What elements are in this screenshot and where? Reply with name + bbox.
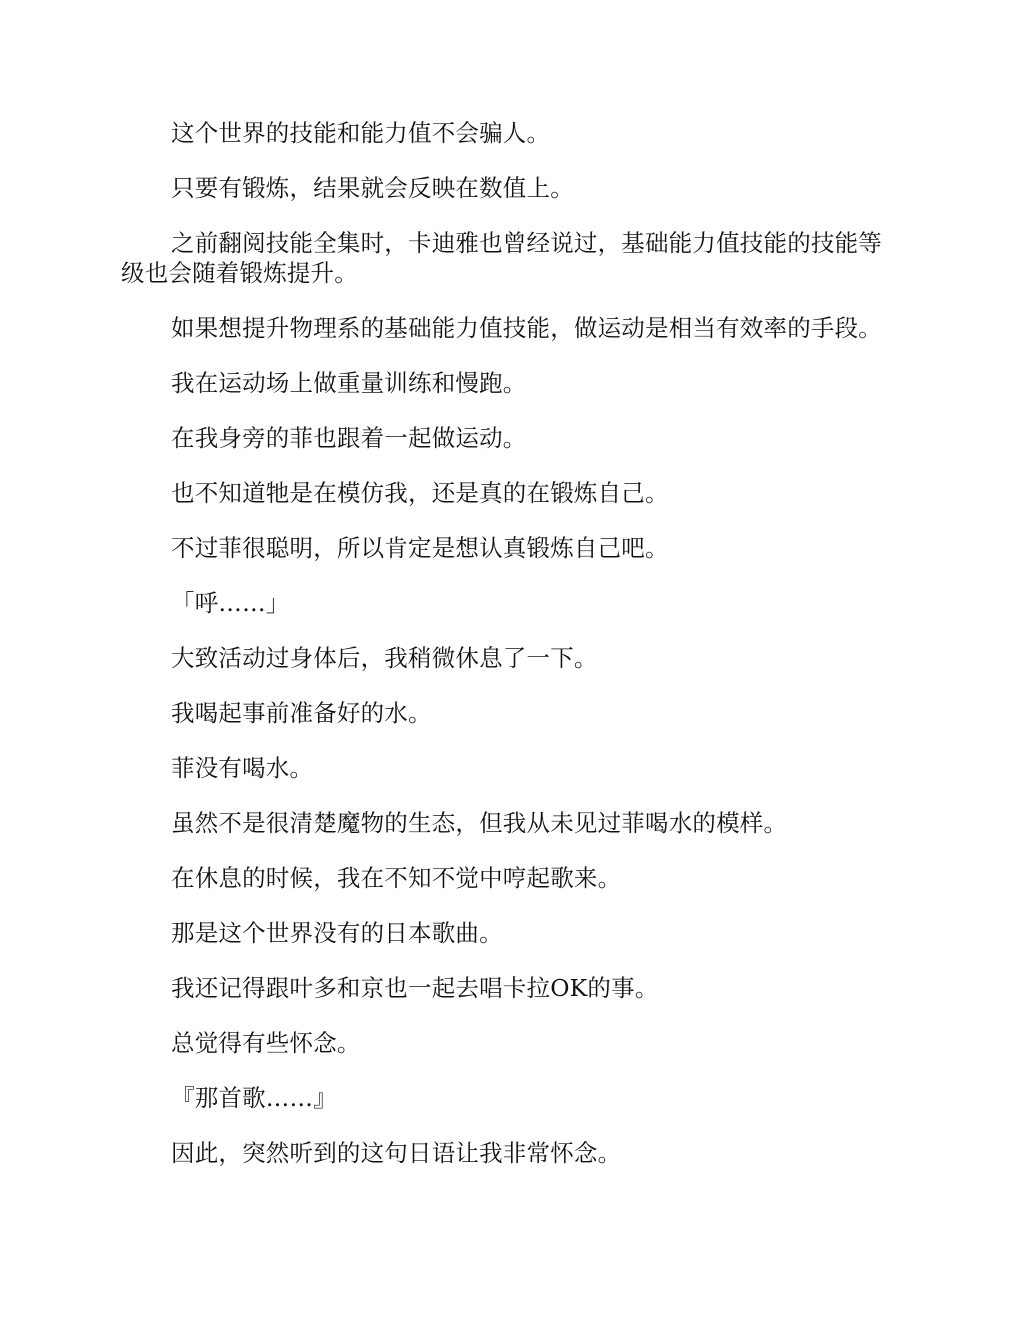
paragraph: 如果想提升物理系的基础能力值技能，做运动是相当有效率的手段。 — [171, 314, 882, 342]
paragraph: 我喝起事前准备好的水。 — [171, 699, 432, 727]
paragraph: 大致活动过身体后，我稍微休息了一下。 — [171, 644, 598, 672]
paragraph: 「呼……」 — [171, 589, 290, 617]
paragraph: 在休息的时候，我在不知不觉中哼起歌来。 — [171, 864, 622, 892]
paragraph: 之前翻阅技能全集时，卡迪雅也曾经说过，基础能力值技能的技能等级也会随着锻炼提升。 — [121, 229, 882, 287]
paragraph: 菲没有喝水。 — [171, 754, 314, 782]
paragraph: 虽然不是很清楚魔物的生态，但我从未见过菲喝水的模样。 — [171, 809, 788, 837]
paragraph: 这个世界的技能和能力值不会骗人。 — [171, 119, 551, 147]
document-page — [121, 118, 901, 1193]
paragraph: 不过菲很聪明，所以肯定是想认真锻炼自己吧。 — [171, 534, 669, 562]
paragraph: 在我身旁的菲也跟着一起做运动。 — [171, 424, 527, 452]
paragraph: 也不知道牠是在模仿我，还是真的在锻炼自己。 — [171, 479, 669, 507]
paragraph: 总觉得有些怀念。 — [171, 1029, 361, 1057]
paragraph: 只要有锻炼，结果就会反映在数值上。 — [171, 174, 574, 202]
paragraph: 那是这个世界没有的日本歌曲。 — [171, 919, 503, 947]
paragraph: 『那首歌……』 — [171, 1084, 337, 1112]
paragraph: 因此，突然听到的这句日语让我非常怀念。 — [171, 1139, 622, 1167]
paragraph: 我还记得跟叶多和京也一起去唱卡拉OK的事。 — [171, 974, 659, 1002]
paragraph: 我在运动场上做重量训练和慢跑。 — [171, 369, 527, 397]
